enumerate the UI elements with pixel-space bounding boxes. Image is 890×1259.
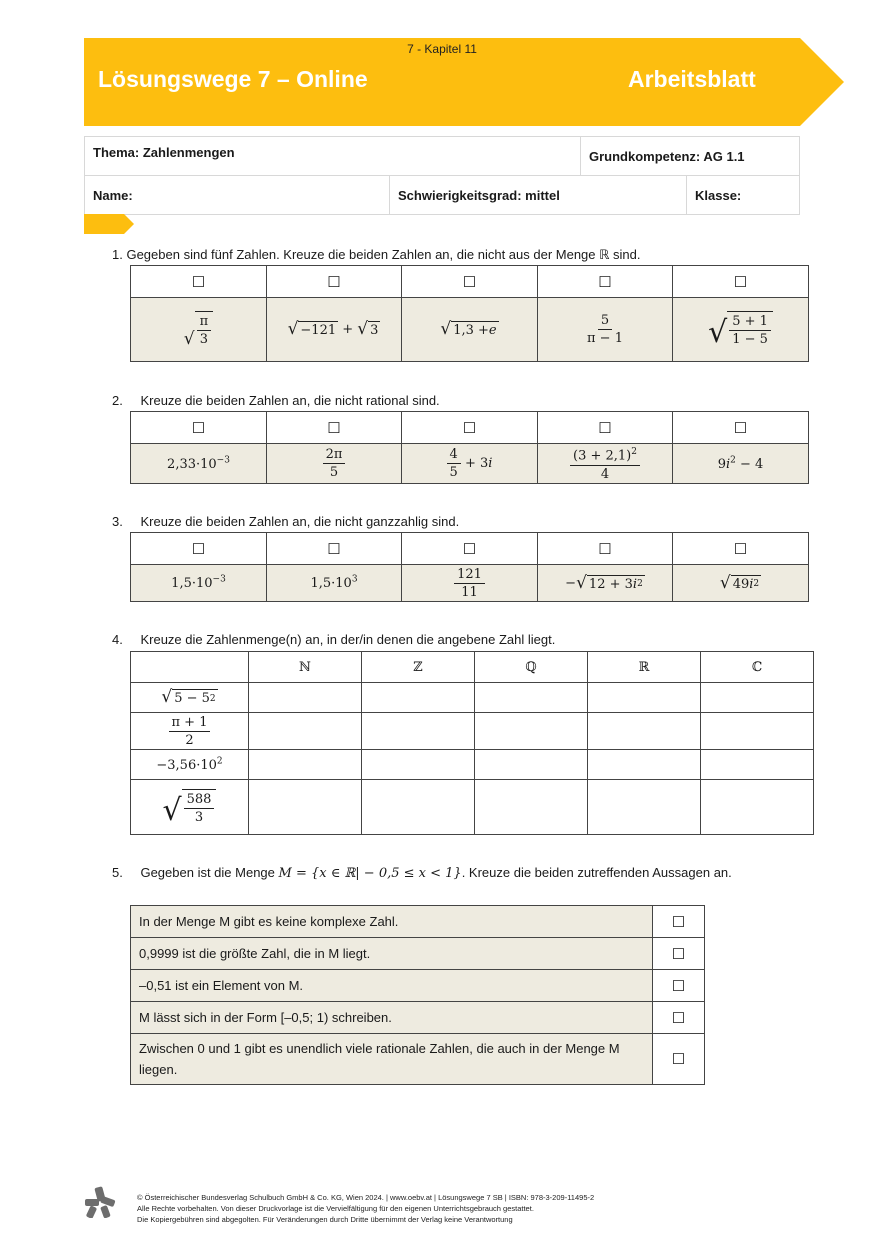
q1-text: Gegeben sind fünf Zahlen. Kreuze die beiden Zahlen an, die nicht aus der Menge ℝ sind. — [126, 247, 641, 262]
q2-text: Kreuze die beiden Zahlen an, die nicht rational sind. — [140, 393, 440, 408]
q2-checkbox-3[interactable]: ☐ — [402, 412, 538, 444]
q4-header-N: ℕ — [249, 652, 362, 683]
q3-table — [130, 532, 809, 602]
chapter-label: 7 - Kapitel 11 — [407, 42, 477, 56]
q4-header-Q: ℚ — [475, 652, 588, 683]
header-banner — [84, 38, 844, 126]
q1-table — [130, 265, 809, 362]
q5-checkbox-5[interactable]: ☐ — [653, 1034, 705, 1085]
thema-cell: Thema: Zahlenmengen — [85, 137, 581, 176]
q5-set-expression: M = {x ∈ ℝ| − 0,5 ≤ x < 1} — [278, 866, 462, 881]
q4-row-1-cell[interactable] — [249, 683, 362, 713]
q5-statement-3: –0,51 ist ein Element von M. — [131, 970, 653, 1002]
q5-checkbox-2[interactable]: ☐ — [653, 938, 705, 970]
publisher-logo-icon — [84, 1186, 116, 1218]
q4-row-4-cell[interactable] — [362, 780, 475, 835]
q3-item-5: √ 49 i 2 — [673, 565, 809, 602]
q4-row-1-cell[interactable] — [588, 683, 701, 713]
small-arrow-marker — [84, 214, 136, 234]
q5-statement-5: Zwischen 0 und 1 gibt es unendlich viele rationale Zahlen, die auch in der Menge M liegen. — [131, 1034, 653, 1085]
q4-row-3-label: $-3,56\cdot 10^2$ — [131, 750, 249, 780]
q4-header-Z: ℤ — [362, 652, 475, 683]
info-table — [84, 136, 800, 215]
q1-checkbox-4[interactable]: ☐ — [538, 266, 673, 298]
sheet-type: Arbeitsblatt — [628, 66, 756, 92]
q3-checkbox-4[interactable]: ☐ — [538, 533, 673, 565]
q3-item-2: $1,5\cdot 10^3$ — [267, 565, 402, 602]
q4-number: 4. — [112, 632, 123, 647]
q5-statement-4: M lässt sich in der Form [–0,5; 1) schreiben. — [131, 1002, 653, 1034]
q1-item-2: √ −121 + √ 3 — [267, 298, 402, 362]
difficulty-cell: Schwierigkeitsgrad: mittel — [390, 176, 687, 215]
q4-row-3-cell[interactable] — [249, 750, 362, 780]
footer-line-3: Die Kopiergebühren sind abgegolten. Für Veränderungen durch Dritte übernimmt der Verlag keine Verantwortung — [137, 1215, 513, 1224]
q3-item-3: $\frac{121}{11}$ — [402, 565, 538, 602]
q2-checkbox-4[interactable]: ☐ — [538, 412, 673, 444]
q5-prompt — [112, 865, 732, 881]
q4-row-2-label: $\frac{\pi + 1}{2}$ — [131, 713, 249, 750]
klasse-cell[interactable]: Klasse: — [687, 176, 800, 215]
q2-prompt — [112, 393, 440, 408]
q5-table — [130, 905, 705, 1085]
q5-number: 5. — [112, 865, 123, 880]
grundkompetenz-cell: Grundkompetenz: AG 1.1 — [581, 137, 800, 176]
q3-checkbox-3[interactable]: ☐ — [402, 533, 538, 565]
q4-prompt — [112, 632, 555, 647]
q5-statement-2: 0,9999 ist die größte Zahl, die in M liegt. — [131, 938, 653, 970]
q3-number: 3. — [112, 514, 123, 529]
footer-line-2: Alle Rechte vorbehalten. Von dieser Druckvorlage ist die Vervielfältigung für den eigenen Unterrichtsgebrauch gestattet. — [137, 1204, 534, 1213]
q4-row-3-cell[interactable] — [475, 750, 588, 780]
q2-table — [130, 411, 809, 484]
q4-row-4-cell[interactable] — [475, 780, 588, 835]
q1-checkbox-1[interactable]: ☐ — [131, 266, 267, 298]
q4-text: Kreuze die Zahlenmenge(n) an, in der/in denen die angebene Zahl liegt. — [140, 632, 556, 647]
q4-row-1-cell[interactable] — [362, 683, 475, 713]
q2-number: 2. — [112, 393, 123, 408]
q3-checkbox-1[interactable]: ☐ — [131, 533, 267, 565]
q2-checkbox-1[interactable]: ☐ — [131, 412, 267, 444]
q4-header-R: ℝ — [588, 652, 701, 683]
q4-row-4-cell[interactable] — [701, 780, 814, 835]
q5-text-after: . Kreuze die beiden zutreffenden Aussagen an. — [461, 865, 732, 880]
q5-text-before: Gegeben ist die Menge — [140, 865, 279, 880]
q4-row-2-cell[interactable] — [588, 713, 701, 750]
q4-table — [130, 651, 814, 835]
q5-checkbox-4[interactable]: ☐ — [653, 1002, 705, 1034]
q2-item-2: $\frac{2\pi}{5}$ — [267, 444, 402, 484]
q1-checkbox-3[interactable]: ☐ — [402, 266, 538, 298]
q4-row-3-cell[interactable] — [701, 750, 814, 780]
q4-row-4-label: √ $\frac{588}{3}$ — [131, 780, 249, 835]
name-cell[interactable]: Name: — [85, 176, 390, 215]
footer-copyright — [137, 1192, 594, 1225]
q3-item-4: − √ 12 + 3 i 2 — [538, 565, 673, 602]
q2-item-4: $\frac{(3 + 2,1)^2}{4}$ — [538, 444, 673, 484]
q4-row-2-cell[interactable] — [475, 713, 588, 750]
q5-statement-1: In der Menge M gibt es keine komplexe Zahl. — [131, 906, 653, 938]
q1-item-5: √ $\frac{5 + 1}{1 - 5}$ — [673, 298, 809, 362]
q4-row-2-cell[interactable] — [701, 713, 814, 750]
q1-item-4: $\frac{5}{\pi - 1}$ — [538, 298, 673, 362]
q1-checkbox-2[interactable]: ☐ — [267, 266, 402, 298]
q3-item-1: $1,5\cdot 10^{-3}$ — [131, 565, 267, 602]
q4-row-3-cell[interactable] — [588, 750, 701, 780]
q4-row-1-cell[interactable] — [701, 683, 814, 713]
q2-item-5: $9i^2 - 4$ — [673, 444, 809, 484]
q2-checkbox-5[interactable]: ☐ — [673, 412, 809, 444]
footer-line-1: © Österreichischer Bundesverlag Schulbuch GmbH & Co. KG, Wien 2024. | www.oebv.at | Lösungswege 7 SB | ISBN: 978-3-209-11495-2 — [137, 1193, 595, 1202]
q1-prompt — [112, 247, 641, 263]
q3-checkbox-5[interactable]: ☐ — [673, 533, 809, 565]
q1-number: 1. — [112, 247, 123, 262]
q4-row-1-cell[interactable] — [475, 683, 588, 713]
q2-checkbox-2[interactable]: ☐ — [267, 412, 402, 444]
brand-title: Lösungswege 7 – Online — [98, 66, 368, 92]
q1-item-3: √ 1,3 + e — [402, 298, 538, 362]
q3-prompt — [112, 514, 459, 529]
q2-item-1: $2,33\cdot 10^{-3}$ — [131, 444, 267, 484]
q1-item-1: √ $\frac{\pi}{3}$ — [131, 298, 267, 362]
q4-row-2-cell[interactable] — [249, 713, 362, 750]
q3-text: Kreuze die beiden Zahlen an, die nicht ganzzahlig sind. — [140, 514, 460, 529]
q4-header-C: ℂ — [701, 652, 814, 683]
q4-row-4-cell[interactable] — [588, 780, 701, 835]
q5-checkbox-3[interactable]: ☐ — [653, 970, 705, 1002]
q4-row-4-cell[interactable] — [249, 780, 362, 835]
q4-row-3-cell[interactable] — [362, 750, 475, 780]
q2-item-3: $\frac{4}{5}$ + 3i — [402, 444, 538, 484]
q5-checkbox-1[interactable]: ☐ — [653, 906, 705, 938]
q4-row-1-label: √ 5 − 5 2 — [131, 683, 249, 713]
q4-row-2-cell[interactable] — [362, 713, 475, 750]
q3-checkbox-2[interactable]: ☐ — [267, 533, 402, 565]
q4-corner-cell — [131, 652, 249, 683]
q1-checkbox-5[interactable]: ☐ — [673, 266, 809, 298]
